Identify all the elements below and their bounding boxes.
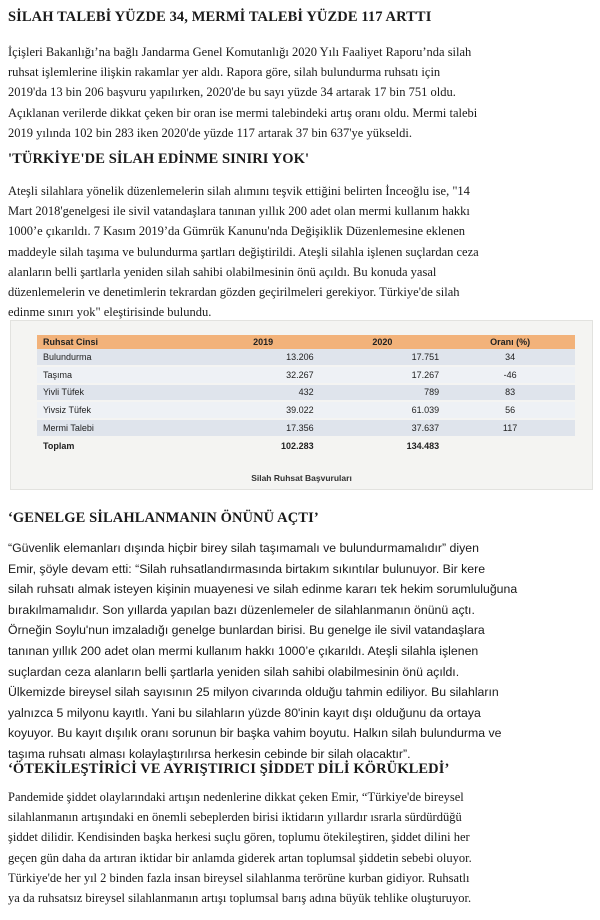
table-cell: Mermi Talebi <box>37 419 207 437</box>
table-row <box>37 384 575 402</box>
table-cell: Yivli Tüfek <box>37 384 207 402</box>
table-cell: 34 <box>445 349 575 366</box>
paragraph-emir <box>8 538 593 765</box>
table-row <box>37 366 575 384</box>
text-line: ruhsat işlemlerine ilişkin rakamlar yer aldı. Rapora göre, silah bulundurma ruhsatı için <box>8 65 441 80</box>
text-line: 1000’e çıkarıldı. 7 Kasım 2019’da Gümrük Kanunu'nda Değişiklik Düzenlemesine eklenen <box>8 224 465 239</box>
table-cell: 789 <box>320 384 446 402</box>
table-row <box>37 349 575 366</box>
heading-silah-talebi: SİLAH TALEBİ YÜZDE 34, MERMİ TALEBİ YÜZDE 117 ARTTI <box>8 9 432 25</box>
text-line: şiddet dilidir. Kendisinden başka herkesi suçlu gören, toplumu ötekileştiren, şiddet dilini her <box>8 830 470 845</box>
text-line: Mart 2018'genelgesi ile sivil vatandaşlara tanınan yıllık 200 adet olan mermi kullanım hakkı <box>8 204 470 219</box>
column-header: 2020 <box>320 335 446 349</box>
table-cell: 117 <box>445 419 575 437</box>
table-cell: 432 <box>207 384 320 402</box>
text-line: ya da ruhsatsız bireysel silahlanmanın artışı toplumsal barış adına büyük tehlike oluşturuyor. <box>8 891 472 906</box>
column-header: Ruhsat Cinsi <box>37 335 207 349</box>
heading-silah-edinme: 'TÜRKİYE'DE SİLAH EDİNME SINIRI YOK' <box>8 151 310 167</box>
text-line: tanınan yıllık 200 adet olan mermi kullanım hakkı 1000’e çıkarıldı. Ateşli silahla işlenen <box>8 643 479 658</box>
text-line: maddeyle silah taşıma ve bulundurma şartları değiştirildi. Ateşli silahla işlenen suçlardan ceza <box>8 244 479 259</box>
ruhsat-table-figure <box>10 320 593 490</box>
text-line: Ülkemizde bireysel silah sayısının 25 milyon civarında olduğu tahmin ediliyor. Bu silahların <box>8 685 499 700</box>
table-cell: 102.283 <box>207 437 320 455</box>
text-line: koyuyor. Bu kayıt dışılık oranı sorunun bir başka vahim boyutu. Halkın silah bulundurma ve <box>8 726 502 741</box>
text-line: yalnızca 5 milyonu kayıtlı. Yani bu silahların yüzde 80'inin kayıt dışı olduğunu da ortaya <box>8 705 481 720</box>
text-line: alanların belli şartlarla yeniden silah sahibi olabilmesinin önü açıldı. Bu konuda yasal <box>8 264 437 279</box>
text-line: Örneğin Soylu'nun imzaladığı genelge bunlardan birisi. Bu genelge ile sivil vatandaşlara <box>8 623 485 638</box>
table-cell: 37.637 <box>320 419 446 437</box>
table-caption: Silah Ruhsat Başvuruları <box>251 473 352 483</box>
text-line: silahlanmanın artışındaki en önemli sebeplerden birisi iktidarın yıllardır ısrarla sürdürdüğü <box>8 810 462 825</box>
table-cell: 17.356 <box>207 419 320 437</box>
text-line: Ateşli silahlara yönelik düzenlemelerin silah alımını teşvik ettiğini belirten İnceoğlu ise, "14 <box>8 184 470 198</box>
paragraph-intro <box>8 42 593 143</box>
text-line: 2019 yılında 102 bin 283 iken 2020'de yüzde 117 artarak 37 bin 637'ye yükseldi. <box>8 125 412 140</box>
paragraph-inceoglu <box>8 181 593 322</box>
table-cell: -46 <box>445 366 575 384</box>
table-row <box>37 419 575 437</box>
text-line: Pandemide şiddet olaylarındaki artışın nedenlerine dikkat çeken Emir, “Türkiye'de bireysel <box>8 790 464 804</box>
text-line: silah ruhsatı almak isteyen kişinin muayenesi ve silah edinme kararı tek hekim sorumluluğuna <box>8 582 518 597</box>
table-cell: 32.267 <box>207 366 320 384</box>
table-cell: 17.751 <box>320 349 446 366</box>
table-cell: Yivsiz Tüfek <box>37 401 207 419</box>
text-line: edinme sınırı yok" eleştirisinde bulundu. <box>8 305 212 320</box>
text-line: “Güvenlik elemanları dışında hiçbir birey silah taşımamalı ve bulundurmamalıdır” diyen <box>8 541 479 555</box>
table-cell: Taşıma <box>37 366 207 384</box>
table-cell: 39.022 <box>207 401 320 419</box>
heading-genelge: ‘GENELGE SİLAHLANMANIN ÖNÜNÜ AÇTI’ <box>8 510 319 526</box>
table-cell: Bulundurma <box>37 349 207 366</box>
table-header-row <box>37 335 575 349</box>
text-line: geçen gün daha da artıran iktidar bir anlamda giderek artan toplumsal şiddetin sebebi oluyor. <box>8 850 472 865</box>
column-header: 2019 <box>207 335 320 349</box>
text-line: bırakılmamalıdır. Son yıllarda yapılan bazı düzenlemeler de silahlanmanın önünü açtı. <box>8 602 475 617</box>
table-cell: 13.206 <box>207 349 320 366</box>
table-cell: 61.039 <box>320 401 446 419</box>
text-line: Açıklanan verilerde dikkat çeken bir oran ise mermi talebindeki artış oranı oldu. Mermi talebi <box>8 105 478 120</box>
paragraph-pandemi <box>8 787 593 908</box>
text-line: Emir, şöyle devam etti: “Silah ruhsatlandırmasında birtakım sıkıntılar bulunuyor. Bir kere <box>8 561 486 576</box>
text-line: Türkiye'de her yıl 2 binden fazla insan bireysel silahlanma terörüne kurban gidiyor. Ruhsatlı <box>8 870 470 885</box>
table-cell: Toplam <box>37 437 207 455</box>
table-cell: 134.483 <box>320 437 446 455</box>
text-line: İçişleri Bakanlığı’na bağlı Jandarma Genel Komutanlığı 2020 Yılı Faaliyet Raporu’nda silah <box>8 45 472 59</box>
table-cell: 56 <box>445 401 575 419</box>
text-line: taşıma ruhsatı alması kolaylaştırılırsa herkesin cebinde bir silah olacaktır”. <box>8 746 411 761</box>
ruhsat-table <box>37 335 575 456</box>
table-row <box>37 401 575 419</box>
text-line: düzenlemelerin ve denetimlerin tekrardan gözden geçirilmeleri gerekiyor. Türkiye'de silah <box>8 285 460 300</box>
table-cell: 17.267 <box>320 366 446 384</box>
table-cell: 83 <box>445 384 575 402</box>
text-line: suçlardan ceza alanların belli şartlarla yeniden silah sahibi olabilmesinin önü açıldı. <box>8 664 460 679</box>
table-total-row <box>37 437 575 455</box>
text-line: 2019'da 13 bin 206 başvuru yapılırken, 2020'de bu sayı yüzde 34 artarak 17 bin 751 oldu. <box>8 85 456 100</box>
table-cell <box>445 437 575 455</box>
column-header: Oranı (%) <box>445 335 575 349</box>
heading-otekilestirici: ‘ÖTEKİLEŞTİRİCİ VE AYRIŞTIRICI ŞİDDET DİLİ KÖRÜKLEDİ’ <box>8 761 450 777</box>
